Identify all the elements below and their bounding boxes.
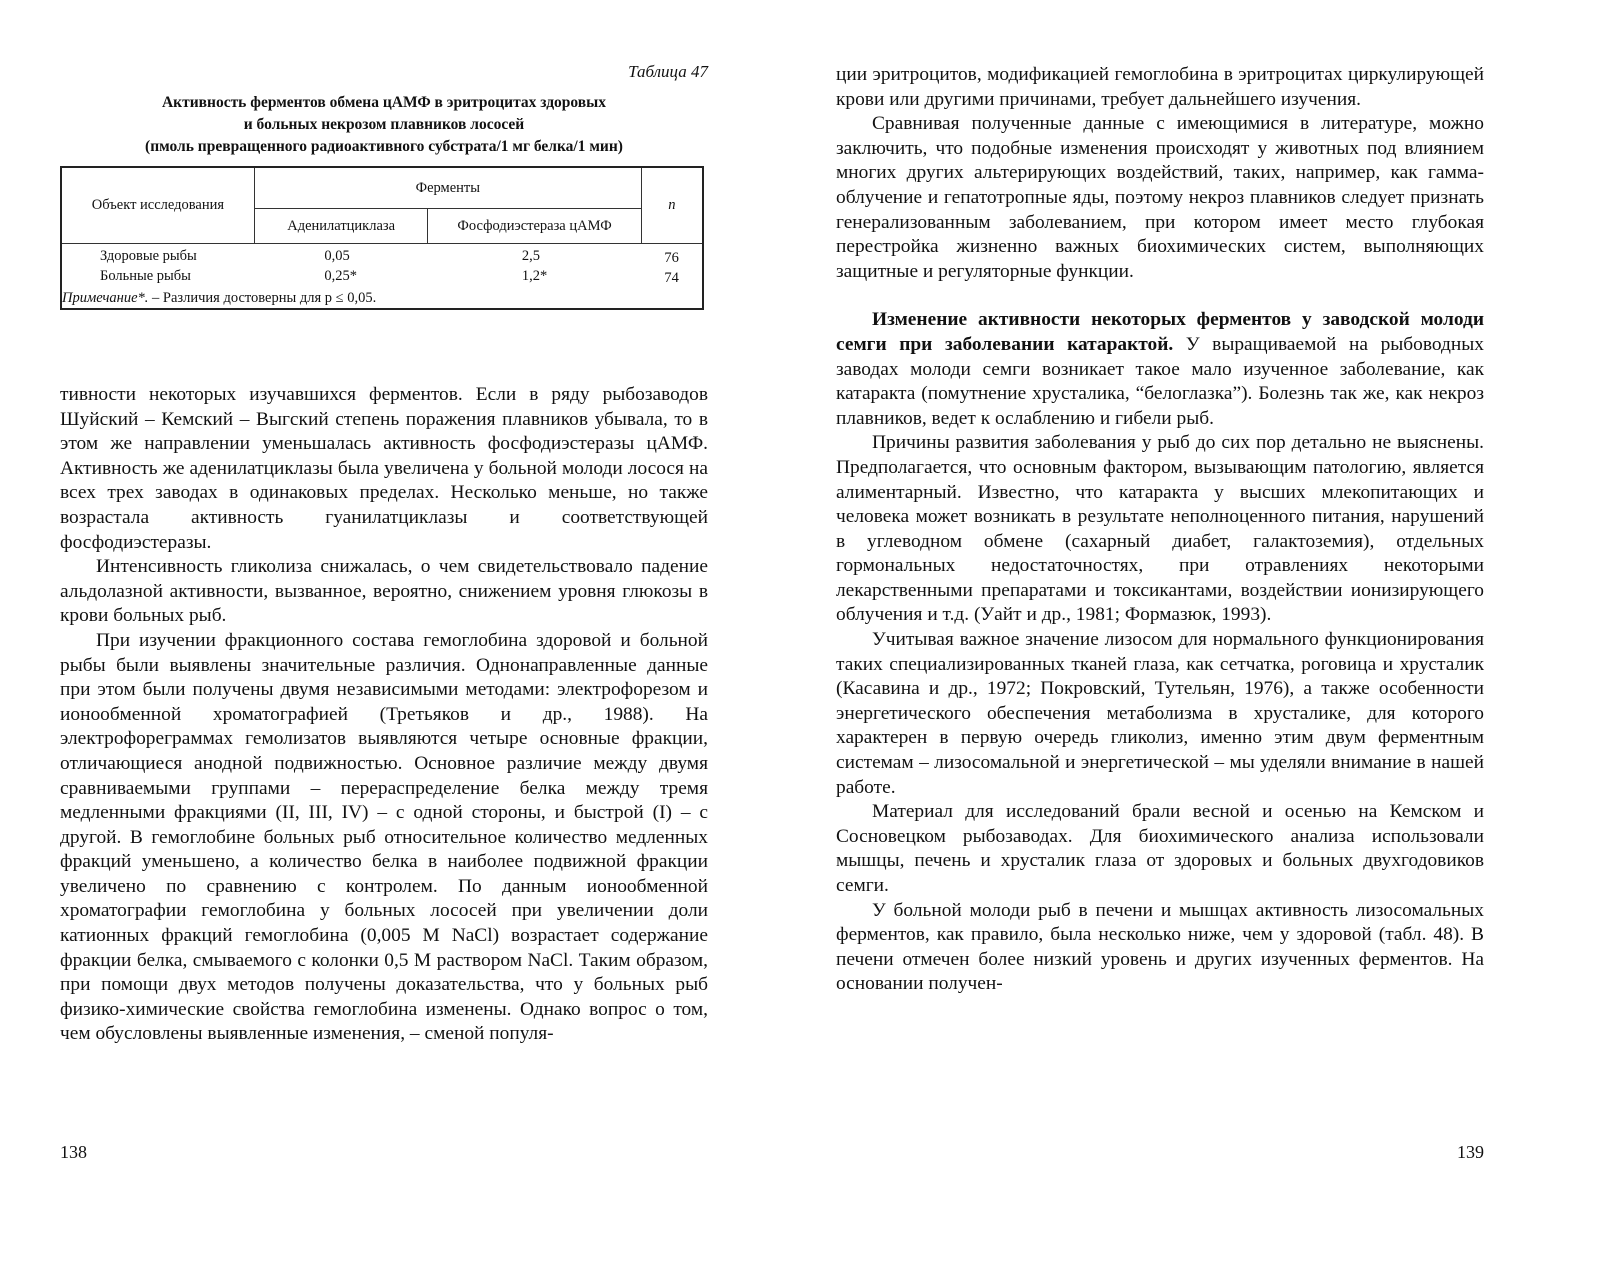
header-n: n xyxy=(641,167,703,244)
row-value: 74 xyxy=(664,270,679,286)
cell-n-values xyxy=(641,244,703,289)
row-value: 0,25* xyxy=(324,268,357,284)
table-title-line: Активность ферментов обмена цАМФ в эритроцитах здоровых xyxy=(161,94,607,111)
table-title-line: и больных некрозом плавников лососей xyxy=(243,116,525,133)
header-enzymes: Ферменты xyxy=(254,167,641,209)
row-value: 2,5 xyxy=(521,248,541,264)
header-phosphodiesterase: Фосфодиэстераза цАМФ xyxy=(428,209,641,244)
paragraph: Интенсивность гликолиза снижалась, о чем свидетельствовало падение альдолазной активности, вызванное, вероятно, снижением уровня глюкозы в крови больных рыб. xyxy=(60,556,708,627)
paragraph: У больной молоди рыб в печени и мышцах активность лизосомальных ферментов, как правило, была несколько ниже, чем у здоровой (табл. 48). В печени отмечен более низкий уровень и других изученных ферментов. На основании получен- xyxy=(836,899,1484,995)
paragraph: тивности некоторых изучавшихся ферментов. Если в ряду рыбозаводов Шуйский – Кемский – Выгский степень поражения плавников убывала, то в этом же направлении уменьшалась активность фосфодиэстеразы цАМФ. Активность же аденилатциклазы была увеличена у больной молоди лосося на всех трех заводах в одинаковых пределах. Несколько меньше, но также возрастала активность гуанилатциклазы и соответствующей фосфодиэстеразы. xyxy=(60,384,708,553)
cell-objects xyxy=(61,244,254,289)
section-paragraph xyxy=(836,308,1484,431)
paragraph: Сравнивая полученные данные с имеющимися в литературе, можно заключить, что подобные изменения происходят у животных под влиянием многих других альтерирующих воздействий, таких, например, как гамма-облучение и гепатотропные яды, поэтому некроз плавников следует признать генерализованным заболеванием, при котором имеет место глубокая перестройка жизненно важных биохимических систем, выполняющих защитные и регуляторные функции. xyxy=(836,113,1484,282)
table-label: Таблица 47 xyxy=(628,62,708,81)
section-lead-text: У выращиваемой на рыбоводных заводах молоди семги возникает такое мало изученное заболевание, как катаракта (помутнение хрусталика, “белоглазка”). Болезнь так же, как некроз плавников, ведет к ослаблению и гибели рыб. xyxy=(836,333,1484,429)
table-title xyxy=(60,92,708,158)
enzyme-table xyxy=(60,166,704,310)
right-body-text xyxy=(836,63,1484,997)
note-text: – Различия достоверны для p ≤ 0,05. xyxy=(148,290,377,306)
paragraph: При изучении фракционного состава гемоглобина здоровой и больной рыбы были выявлены значительные различия. Однонаправленные данные при этом были получены двумя независимыми методами: электрофорезом и ионообменной хроматографией (Третьяков и др., 1988). На электрофореграммах гемолизатов выявляются четыре основные фракции, отличающиеся анодной подвижностью. Основное различие между двумя сравниваемыми группами – перераспределение белка между тремя медленными фракциями (II, III, IV) – с одной стороны, и быстрой (I) – с другой. В гемоглобине больных рыб относительное количество медленных фракций уменьшено, а количество белка в наиболее подвижной фракции увеличено по сравнению с контролем. По данным ионообменной хроматографии гемоглобина у больных лососей при увеличении доли катионных фракций гемоглобина (0,005 М NaCl) возрастает содержание фракции белка, смываемого с колонки 0,5 М раствором NaCl. Таким образом, при помощи двух методов получены доказательства, что у больных рыб физико-химические свойства гемоглобина изменены. Однако вопрос о том, чем обусловлены выявленные изменения, – сменой популя- xyxy=(60,629,708,1045)
header-object: Объект исследования xyxy=(61,167,254,244)
table-title-line: (пмоль превращенного радиоактивного субстрата/1 мг белка/1 мин) xyxy=(145,138,623,155)
section-heading: Изменение активности некоторых ферментов у заводской молоди семги при заболевании катарактой. xyxy=(836,309,1484,355)
row-value: 76 xyxy=(664,250,679,266)
cell-phosphodiesterase-values xyxy=(428,244,641,289)
note-label: Примечание*. xyxy=(62,290,149,306)
page-number: 139 xyxy=(1457,1142,1484,1162)
header-adenylate-cyclase: Аденилатциклаза xyxy=(254,209,428,244)
row-value: 1,2* xyxy=(521,268,548,284)
paragraph: ции эритроцитов, модификацией гемоглобина в эритроцитах циркулирующей крови или другими причинами, требует дальнейшего изучения. xyxy=(836,64,1484,110)
cell-adenylate-values xyxy=(254,244,428,289)
table-note xyxy=(61,288,703,309)
row-label: Здоровые рыбы xyxy=(100,248,197,264)
row-label: Больные рыбы xyxy=(100,268,191,284)
left-body-text xyxy=(60,383,708,1047)
page-number: 138 xyxy=(60,1142,87,1162)
paragraph: Причины развития заболевания у рыб до сих пор детально не выяснены. Предполагается, что основным фактором, вызывающим патологию, является алиментарный. Известно, что катаракта у высших млекопитающих и человека может возникать в результате неполноценного питания, нарушений в углеводном обмене (сахарный диабет, галактоземия), отдельных гормональных недостаточностях, при отравлениях некоторыми лекарственными препаратами и токсикантами, воздействии ионизирующего облучения и т.д. (Уайт и др., 1981; Формазюк, 1993). xyxy=(836,432,1484,626)
paragraph: Учитывая важное значение лизосом для нормального функционирования таких специализированных тканей глаза, как сетчатка, роговица и хрусталик (Касавина и др., 1972; Покровский, Тутельян, 1976), а также особенности энергетического обеспечения метаболизма в хрусталике, для которого характерен в первую очередь гликолиз, именно этим двум ферментным системам – лизосомальной и энергетической – мы уделяли внимание в нашей работе. xyxy=(836,629,1484,798)
paragraph: Материал для исследований брали весной и осенью на Кемском и Сосновецком рыбозаводах. Для биохимического анализа использовали мышцы, печень и хрусталик глаза от здоровых и больных двухгодовиков семги. xyxy=(836,801,1484,896)
row-value: 0,05 xyxy=(324,248,350,264)
